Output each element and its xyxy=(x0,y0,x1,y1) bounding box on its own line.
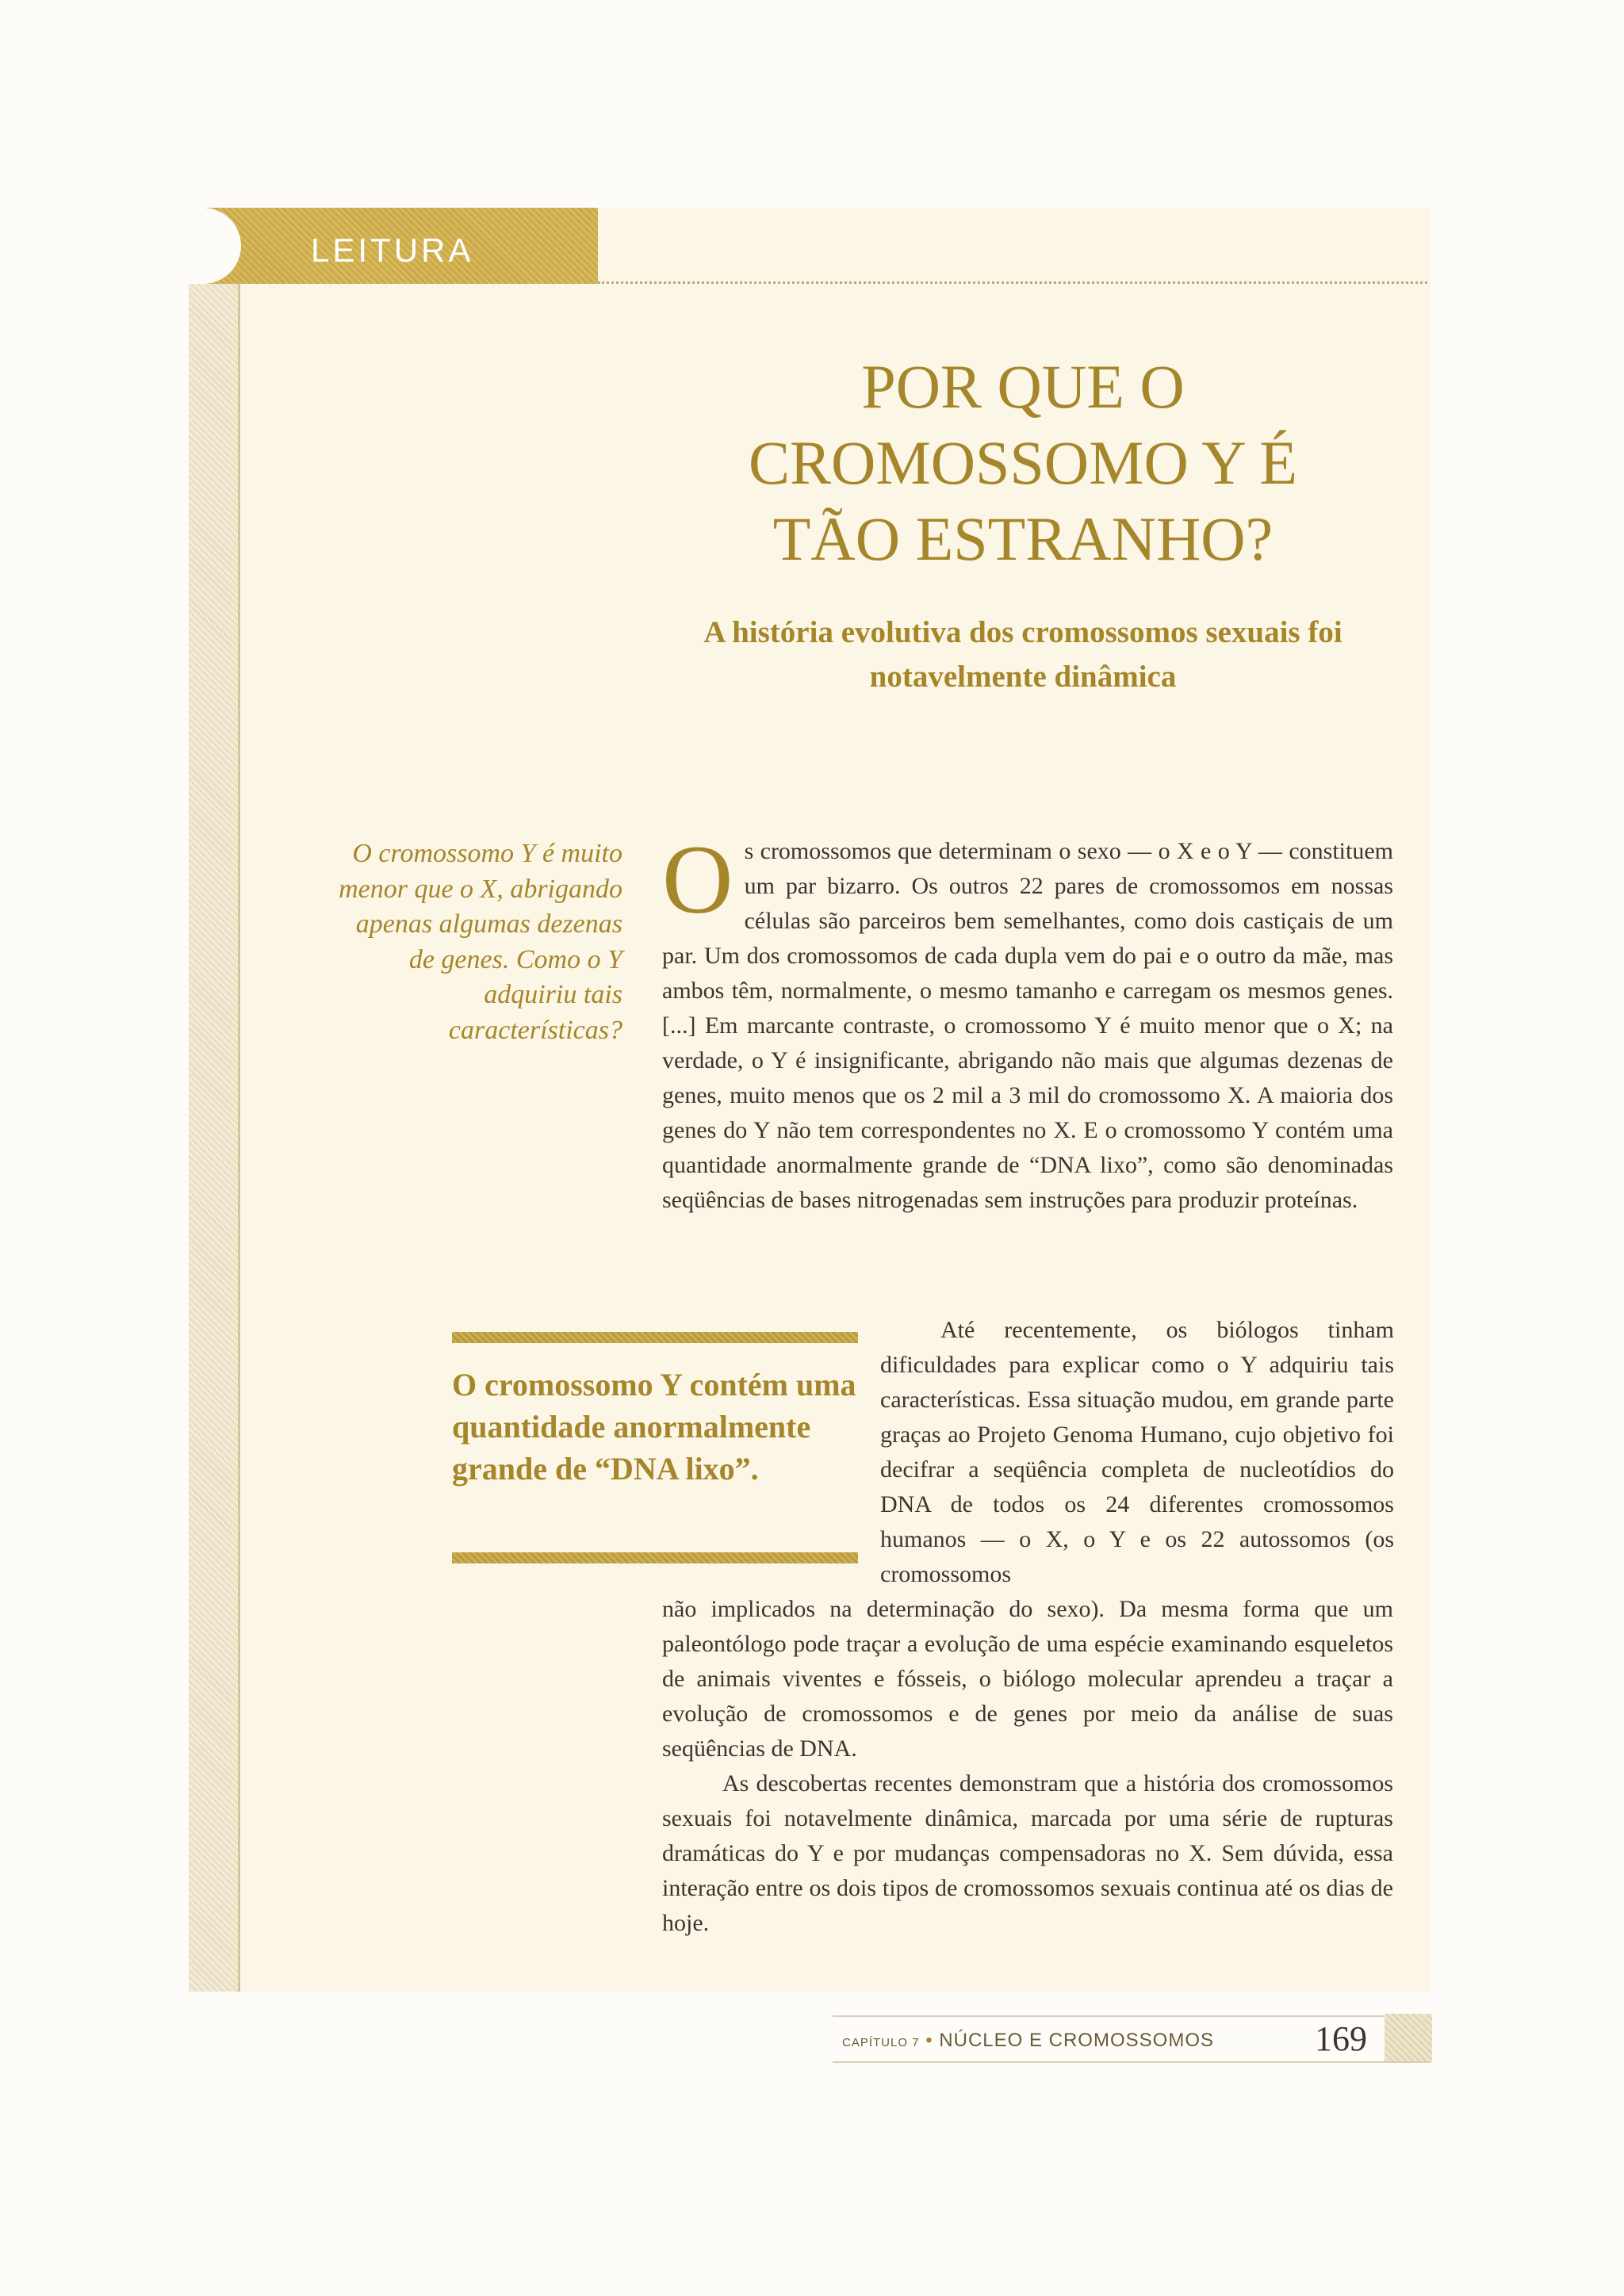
footer-bullet-icon: • xyxy=(925,2030,933,2051)
article-subtitle: A história evolutiva dos cromossomos sexuais foi notavelmente dinâmica xyxy=(703,615,1342,694)
paragraph-1-text: s cromossomos que determinam o sexo — o X e o Y — constituem um par bizarro. Os outros 22 pares de cromossomos em nossas células são parceiros bem semelhantes, como dois castiçais de um par. Um dos cromossomos de cada dupla vem do pai e o outro da mãe, mas ambos têm, normalmente, o mesmo tamanho e carregam os mesmos genes. [...] Em marcante contraste, o cromossomo Y é muito menor que o X; na verdade, o Y é insignificante, abrigando não mais que algumas dezenas de genes, muito menos que os 2 mil a 3 mil do cromossomo X. A maioria dos genes do Y não tem correspondentes no X. E o cromossomo Y contém uma quantidade anormalmente grande de “DNA lixo”, como são denominadas seqüências de bases nitrogenadas sem instruções para produzir proteínas. xyxy=(662,838,1393,1213)
paragraph-2-part-1: Até recentemente, os biólogos tinham dificuldades para explicar como o Y adquiriu tais características. Essa situação mudou, em grande parte graças ao Projeto Genoma Humano, cujo objetivo foi decifrar a seqüência completa de nucleotídios do DNA de todos os 24 diferentes cromossomos humanos — o X, o Y e os 22 autossomos (os cromossomos xyxy=(880,1317,1394,1587)
footer-chapter xyxy=(842,2030,1214,2052)
pull-quote-top-bar xyxy=(452,1332,858,1343)
drop-cap: O xyxy=(662,825,733,934)
paragraph-3: As descobertas recentes demonstram que a história dos cromossomos sexuais foi notavelmente dinâmica, marcada por uma série de rupturas dramáticas do Y e por mudanças compensadoras no X. Sem dúvida, essa interação entre os dois tipos de cromossomos sexuais continua até os dias de hoje. xyxy=(662,1770,1393,1936)
page-number: 169 xyxy=(1315,2019,1367,2058)
footer-chapter-title: NÚCLEO E CROMOSSOMOS xyxy=(939,2030,1214,2051)
footer-chapter-prefix: CAPÍTULO 7 xyxy=(842,2036,920,2049)
pull-quote-bottom-bar xyxy=(452,1552,858,1563)
side-quote: O cromossomo Y é muito menor que o X, abrigando apenas algumas dezenas de genes. Como o Y adquiriu tais características? xyxy=(339,839,622,1045)
paragraph-1 xyxy=(662,825,1393,1218)
header-dotted-rule xyxy=(598,281,1427,284)
left-divider-line xyxy=(238,277,240,1992)
paragraph-2-part-2: não implicados na determinação do sexo). Da mesma forma que um paleontólogo pode traçar a evolução de uma espécie examinando esqueletos de animais viventes e fósseis, o biólogo molecular aprendeu a traçar a evolução de cromossomos e de genes por meio da análise de suas seqüências de DNA. xyxy=(662,1596,1393,1762)
pull-quote: O cromossomo Y contém uma quantidade anormalmente grande de “DNA lixo”. xyxy=(452,1367,856,1487)
section-label: LEITURA xyxy=(311,232,474,269)
article-title: POR QUE O CROMOSSOMO Y É TÃO ESTRANHO? xyxy=(748,352,1298,573)
left-decorative-strip xyxy=(189,208,239,1992)
footer-swatch xyxy=(1385,2014,1432,2061)
